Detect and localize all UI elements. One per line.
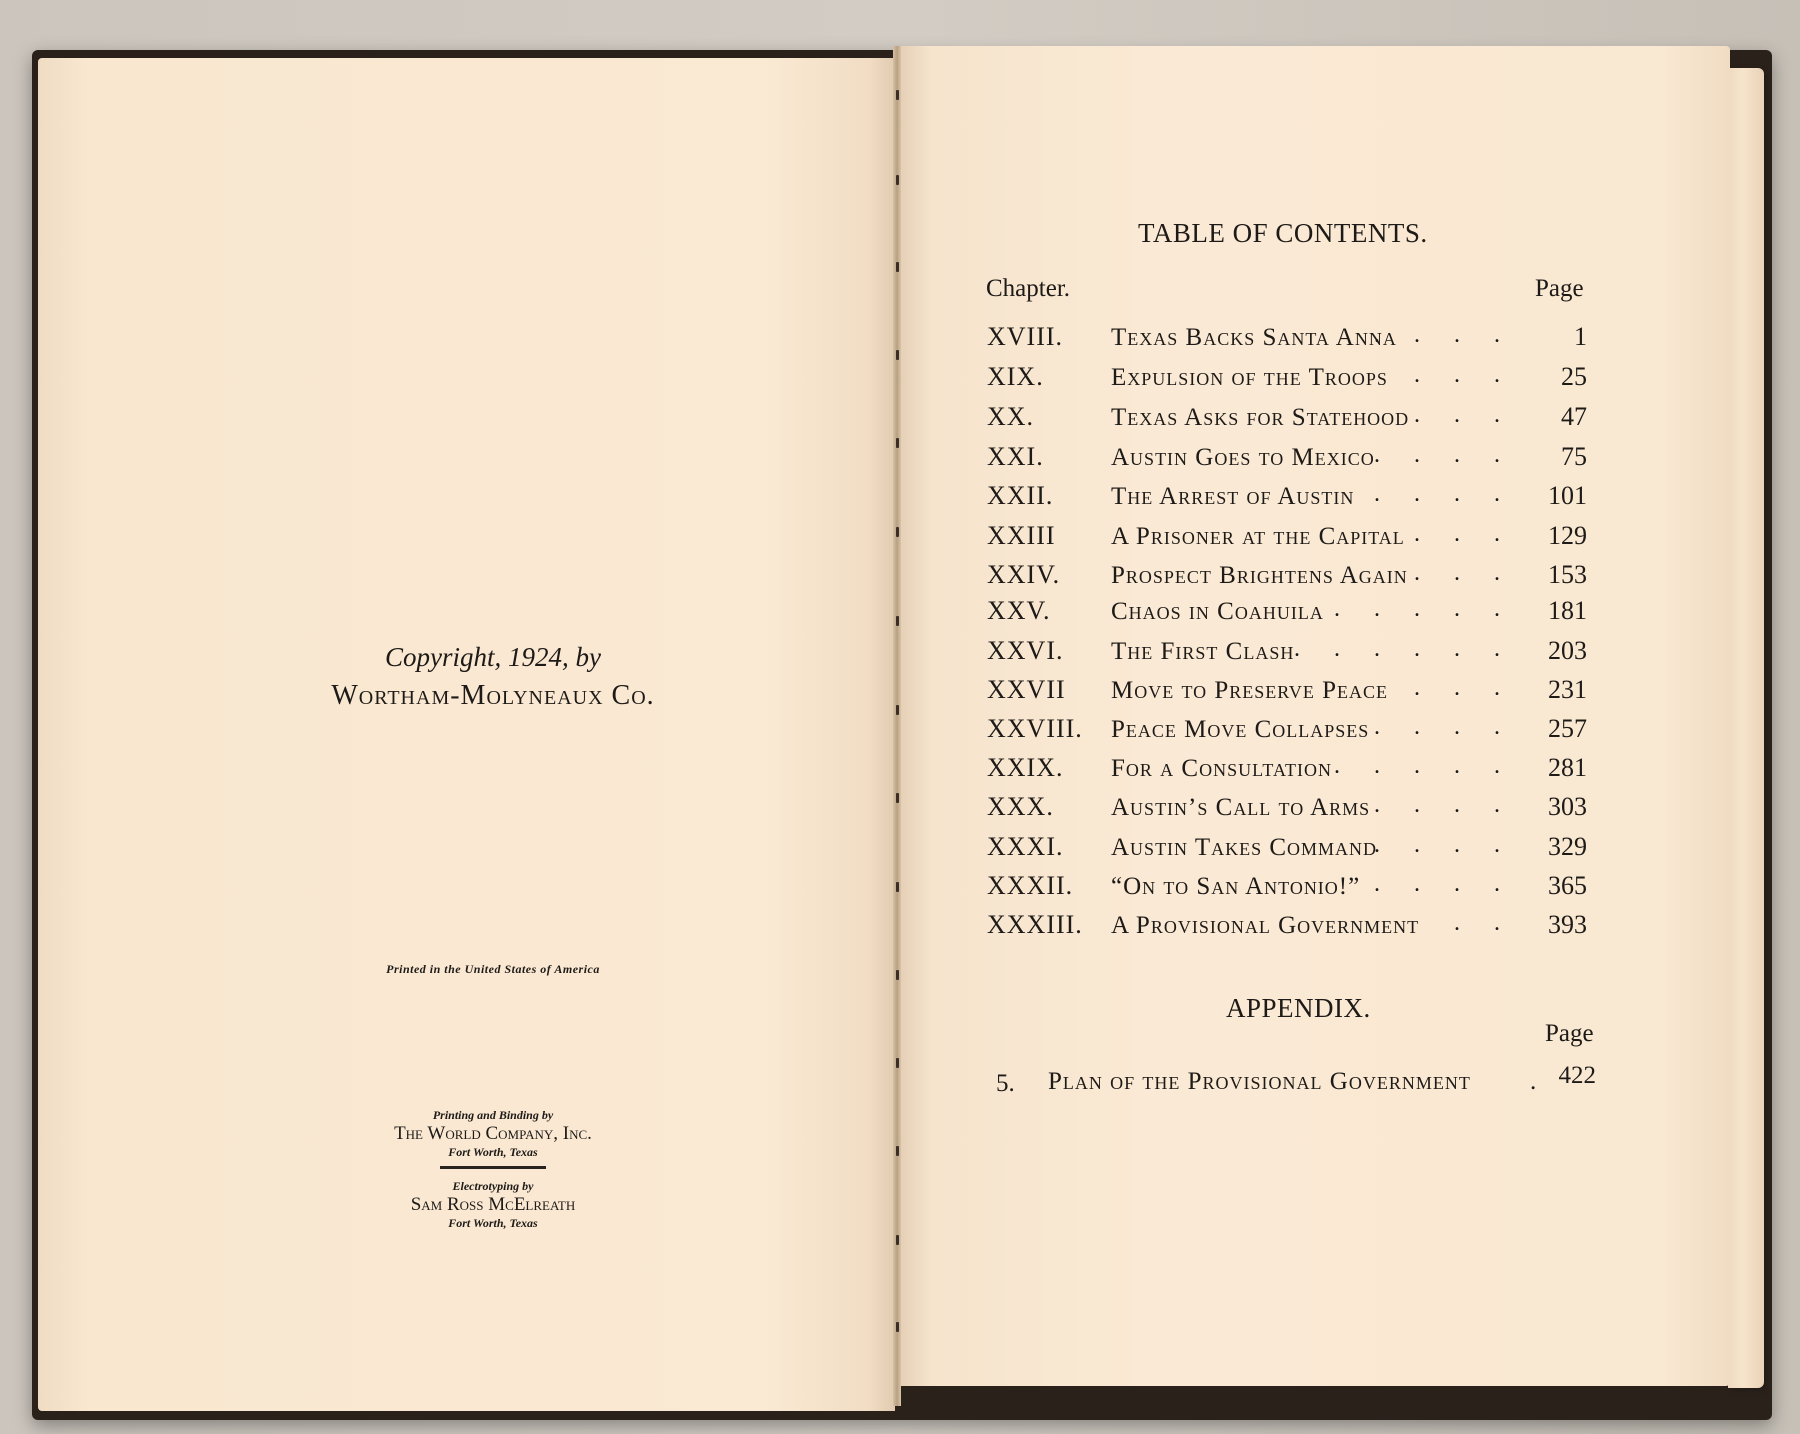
toc-entry-title: The First Clash: [1111, 638, 1295, 665]
electrotyper-city: Fort Worth, Texas: [448, 1216, 538, 1230]
toc-entry-page: 181: [1548, 596, 1587, 625]
toc-entry: [987, 521, 1587, 559]
toc-entry: [987, 832, 1587, 870]
toc-entry-number: XXIV.: [987, 560, 1061, 589]
toc-entry-title: Prospect Brightens Again: [1111, 562, 1408, 589]
printed-in-note: Printed in the United States of America: [386, 962, 600, 976]
toc-entry-title: Austin Goes to Mexico: [1111, 444, 1375, 471]
toc-entry-leader: . . .: [1414, 560, 1514, 586]
toc-entry-leader: . . . . . .: [1294, 636, 1514, 662]
toc-entry: [987, 714, 1587, 752]
toc-entry-page: 153: [1548, 560, 1587, 589]
toc-entry-title: “On to San Antonio!”: [1111, 873, 1361, 900]
toc-entry-page: 329: [1548, 832, 1587, 861]
binding-stitch: [896, 882, 899, 892]
toc-entry-leader: . .: [1454, 910, 1514, 936]
toc-entry-number: XXV.: [987, 596, 1051, 625]
binding-stitch: [896, 1235, 899, 1245]
toc-entry-number: XXXII.: [987, 871, 1074, 900]
toc-entry: [987, 792, 1587, 830]
credits-divider: [440, 1166, 546, 1169]
toc-entry-page: 129: [1548, 521, 1587, 550]
toc-entry-page: 257: [1548, 714, 1587, 743]
printer-name: The World Company, Inc.: [394, 1123, 592, 1144]
toc-entry-leader: . . . .: [1374, 481, 1514, 507]
toc-entry-title: Chaos in Coahuila: [1111, 598, 1324, 625]
toc-entry-number: XXXIII.: [987, 910, 1083, 939]
binding-stitch: [896, 793, 899, 803]
toc-entry: [987, 910, 1587, 948]
toc-entry: [987, 871, 1587, 909]
appendix-entry-leader: .: [1530, 1068, 1537, 1095]
page-block-edge: [1728, 68, 1764, 1388]
toc-entry-title: Austin Takes Command: [1111, 834, 1378, 861]
toc-entry-number: XX.: [987, 402, 1035, 431]
toc-entry-leader: . . . .: [1374, 714, 1514, 740]
toc-entry: [987, 442, 1587, 480]
toc-entry: [987, 675, 1587, 713]
toc-entry-number: XXIX.: [987, 753, 1064, 782]
toc-entry-title: Texas Asks for Statehood: [1111, 404, 1410, 431]
toc-entry-title: Peace Move Collapses: [1111, 716, 1370, 743]
toc-entry-title: Austin’s Call to Arms: [1111, 794, 1371, 821]
toc-entry-leader: . . .: [1414, 521, 1514, 547]
toc-entry-title: Expulsion of the Troops: [1111, 364, 1388, 391]
chapter-column-header: Chapter.: [986, 275, 1071, 302]
toc-entry-number: XIX.: [987, 362, 1044, 391]
binding-stitch: [896, 1322, 899, 1332]
toc-entry-leader: . . . .: [1374, 871, 1514, 897]
publisher-name: Wortham-Molyneaux Co.: [331, 680, 655, 711]
toc-entry-page: 25: [1561, 362, 1587, 391]
printer-credits: [38, 1108, 948, 1231]
toc-entry-leader: . . .: [1414, 362, 1514, 388]
appendix-page-header: Page: [1545, 1020, 1594, 1047]
toc-entry-title: Texas Backs Santa Anna: [1111, 324, 1397, 351]
toc-entry-page: 203: [1548, 636, 1587, 665]
toc-entry: [987, 753, 1587, 791]
toc-entry-page: 231: [1548, 675, 1587, 704]
toc-entry-title: The Arrest of Austin: [1111, 483, 1355, 510]
appendix-entry-title: Plan of the Provisional Government: [1048, 1068, 1471, 1095]
toc-entry-page: 303: [1548, 792, 1587, 821]
toc-entry-title: A Prisoner at the Capital: [1111, 523, 1405, 550]
copyright-line: Copyright, 1924, by: [385, 642, 601, 672]
toc-entry-title: Move to Preserve Peace: [1111, 677, 1389, 704]
toc-entry-leader: . . .: [1414, 675, 1514, 701]
binding-stitch: [896, 350, 899, 360]
toc-entry-leader: . . . .: [1374, 322, 1514, 348]
printing-label: Printing and Binding by: [432, 1108, 554, 1122]
toc-entry-page: 365: [1548, 871, 1587, 900]
toc-entry-page: 75: [1561, 442, 1587, 471]
toc-entry: [987, 362, 1587, 400]
toc-entry-page: 281: [1548, 753, 1587, 782]
binding-stitch: [896, 1058, 899, 1068]
toc-entry-page: 1: [1574, 322, 1587, 351]
appendix-title: APPENDIX.: [1226, 993, 1371, 1023]
toc-entry-title: A Provisional Government: [1111, 912, 1420, 939]
toc-entry-leader: . . . .: [1374, 442, 1514, 468]
binding-stitch: [896, 90, 899, 100]
toc-title: TABLE OF CONTENTS.: [1138, 218, 1428, 248]
toc-entry: [987, 481, 1587, 519]
toc-entry-number: XXVII: [987, 675, 1066, 704]
toc-entry-page: 101: [1548, 481, 1587, 510]
toc-entry-leader: . . . .: [1374, 832, 1514, 858]
toc-entry: [987, 322, 1587, 360]
appendix-entry-page: 422: [1558, 1062, 1596, 1089]
toc-entry-number: XXVIII.: [987, 714, 1083, 743]
toc-entry-leader: . . .: [1414, 402, 1514, 428]
toc-entry: [987, 596, 1587, 634]
toc-entry-page: 393: [1548, 910, 1587, 939]
page-column-header: Page: [1535, 275, 1584, 302]
electrotyping-label: Electrotyping by: [452, 1179, 534, 1193]
toc-entry-number: XXX.: [987, 792, 1054, 821]
toc-entry-number: XXII.: [987, 481, 1054, 510]
binding-stitch: [896, 262, 899, 272]
toc-entry-page: 47: [1561, 402, 1587, 431]
toc-entry: [987, 560, 1587, 598]
toc-entry-number: XXXI.: [987, 832, 1064, 861]
binding-stitch: [896, 527, 899, 537]
binding-stitch: [896, 438, 899, 448]
toc-entry-number: XXVI.: [987, 636, 1064, 665]
toc-entry-number: XVIII.: [987, 322, 1064, 351]
printer-city: Fort Worth, Texas: [448, 1145, 538, 1159]
binding-stitch: [896, 175, 899, 185]
appendix-entry-number: 5.: [996, 1070, 1015, 1097]
toc-entry-number: XXIII: [987, 521, 1056, 550]
toc-entry-number: XXI.: [987, 442, 1044, 471]
toc-entry-leader: . . . . .: [1334, 753, 1514, 779]
toc-entry-leader: . . . .: [1374, 792, 1514, 818]
binding-stitch: [896, 616, 899, 626]
toc-entry-title: For a Consultation: [1111, 755, 1332, 782]
toc-entry: [987, 636, 1587, 674]
toc-entry-leader: . . . . .: [1334, 596, 1514, 622]
electrotyper-name: Sam Ross McElreath: [410, 1194, 576, 1215]
toc-entry: [987, 402, 1587, 440]
